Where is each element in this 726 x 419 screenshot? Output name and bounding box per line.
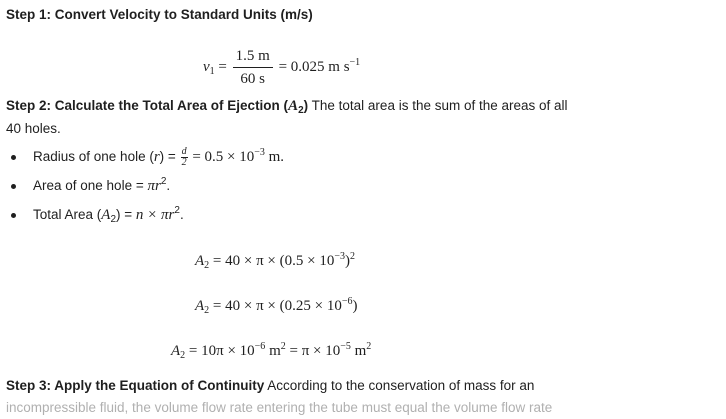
fraction-denominator: 2 <box>181 156 187 168</box>
step1-heading: Step 1: Convert Velocity to Standard Units (m/s) <box>6 7 313 22</box>
radius-exponent: −3 <box>254 147 265 158</box>
total-area-var: A <box>101 207 111 223</box>
eq-unit: m <box>265 343 281 359</box>
step2-heading <box>6 98 309 116</box>
eq-sub: 2 <box>204 260 210 271</box>
bullet-text: . <box>179 207 184 222</box>
area-equation-3 <box>171 343 371 360</box>
fraction-numerator: d <box>181 145 187 157</box>
bullet-radius <box>33 146 284 168</box>
total-area-exponent: 2 <box>174 205 180 216</box>
eq-var: v <box>203 58 210 75</box>
eq-sub: 2 <box>204 305 210 316</box>
eq-exponent: −1 <box>349 56 361 68</box>
area-expr: πr <box>147 178 161 194</box>
eq-close: ) <box>344 253 350 269</box>
bullet-dot <box>11 213 16 218</box>
eq-exponent: −3 <box>334 251 345 262</box>
radius-fraction <box>181 147 188 168</box>
velocity-fraction <box>233 47 273 88</box>
eq-unit: m <box>350 343 367 359</box>
step3-paragraph <box>6 375 534 397</box>
bullet-text: . <box>166 178 171 193</box>
step2-heading-close: ) <box>303 98 309 113</box>
eq-body: = π × 10 <box>285 343 341 359</box>
eq-exponent: 2 <box>349 251 355 262</box>
bullet-text: Area of one hole = <box>33 178 148 193</box>
eq-sub: 2 <box>180 350 186 361</box>
bullet-text: Radius of one hole ( <box>33 149 154 164</box>
step2-heading-var: A <box>288 98 299 114</box>
radius-var: r <box>153 149 160 165</box>
area-exponent: 2 <box>160 176 167 187</box>
fraction-denominator: 60 s <box>240 71 266 87</box>
radius-value <box>192 149 284 165</box>
total-area-sub: 2 <box>110 214 117 225</box>
bullet-text: ) = <box>159 149 180 164</box>
bullet-dot <box>11 184 16 189</box>
bullet-area-one <box>33 175 170 197</box>
eq-exponent: 2 <box>280 341 286 352</box>
eq-var: A <box>195 253 205 269</box>
eq-body: = 40 × π × (0.25 × 10 <box>212 298 342 314</box>
fraction-numerator: 1.5 m <box>233 47 273 68</box>
eq-equals: = <box>218 58 227 75</box>
eq-rhs: = 0.025 m s <box>278 58 350 75</box>
step2-heading-sub: 2 <box>298 105 304 116</box>
bullet-total-area <box>33 204 184 226</box>
eq-var: A <box>195 298 205 314</box>
step3-text-line1: According to the conservation of mass for an <box>264 378 535 393</box>
radius-value-text: = 0.5 × 10 <box>192 149 255 165</box>
area-equation-2 <box>195 298 357 315</box>
bullet-text: Total Area ( <box>33 207 102 222</box>
step2-text-line1: The total area is the sum of the areas of all <box>308 98 568 113</box>
step3-heading: Step 3: Apply the Equation of Continuity <box>6 378 265 393</box>
eq-var: A <box>171 343 181 359</box>
eq-body: = 10π × 10 <box>188 343 255 359</box>
eq-exponent: 2 <box>366 341 372 352</box>
step3-text-line2: incompressible fluid, the volume flow rate entering the tube must equal the volume flow rate <box>6 400 553 415</box>
eq-sub: 1 <box>209 65 215 77</box>
eq-exponent: −6 <box>254 341 266 352</box>
eq-exponent: −6 <box>341 296 353 307</box>
eq-close: ) <box>352 298 358 314</box>
total-area-expr: n × πr <box>135 207 175 223</box>
step2-text-line2: 40 holes. <box>6 121 61 136</box>
eq-body: = 40 × π × (0.5 × 10 <box>212 253 335 269</box>
step2-paragraph <box>6 95 568 117</box>
area-equation-1 <box>195 253 355 270</box>
step2-heading-text: Step 2: Calculate the Total Area of Ejection ( <box>6 98 289 113</box>
bullet-dot <box>11 155 16 160</box>
radius-unit: m. <box>264 149 285 165</box>
step1-equation <box>203 47 360 88</box>
bullet-text: ) = <box>116 207 136 222</box>
eq-exponent: −5 <box>340 341 351 352</box>
